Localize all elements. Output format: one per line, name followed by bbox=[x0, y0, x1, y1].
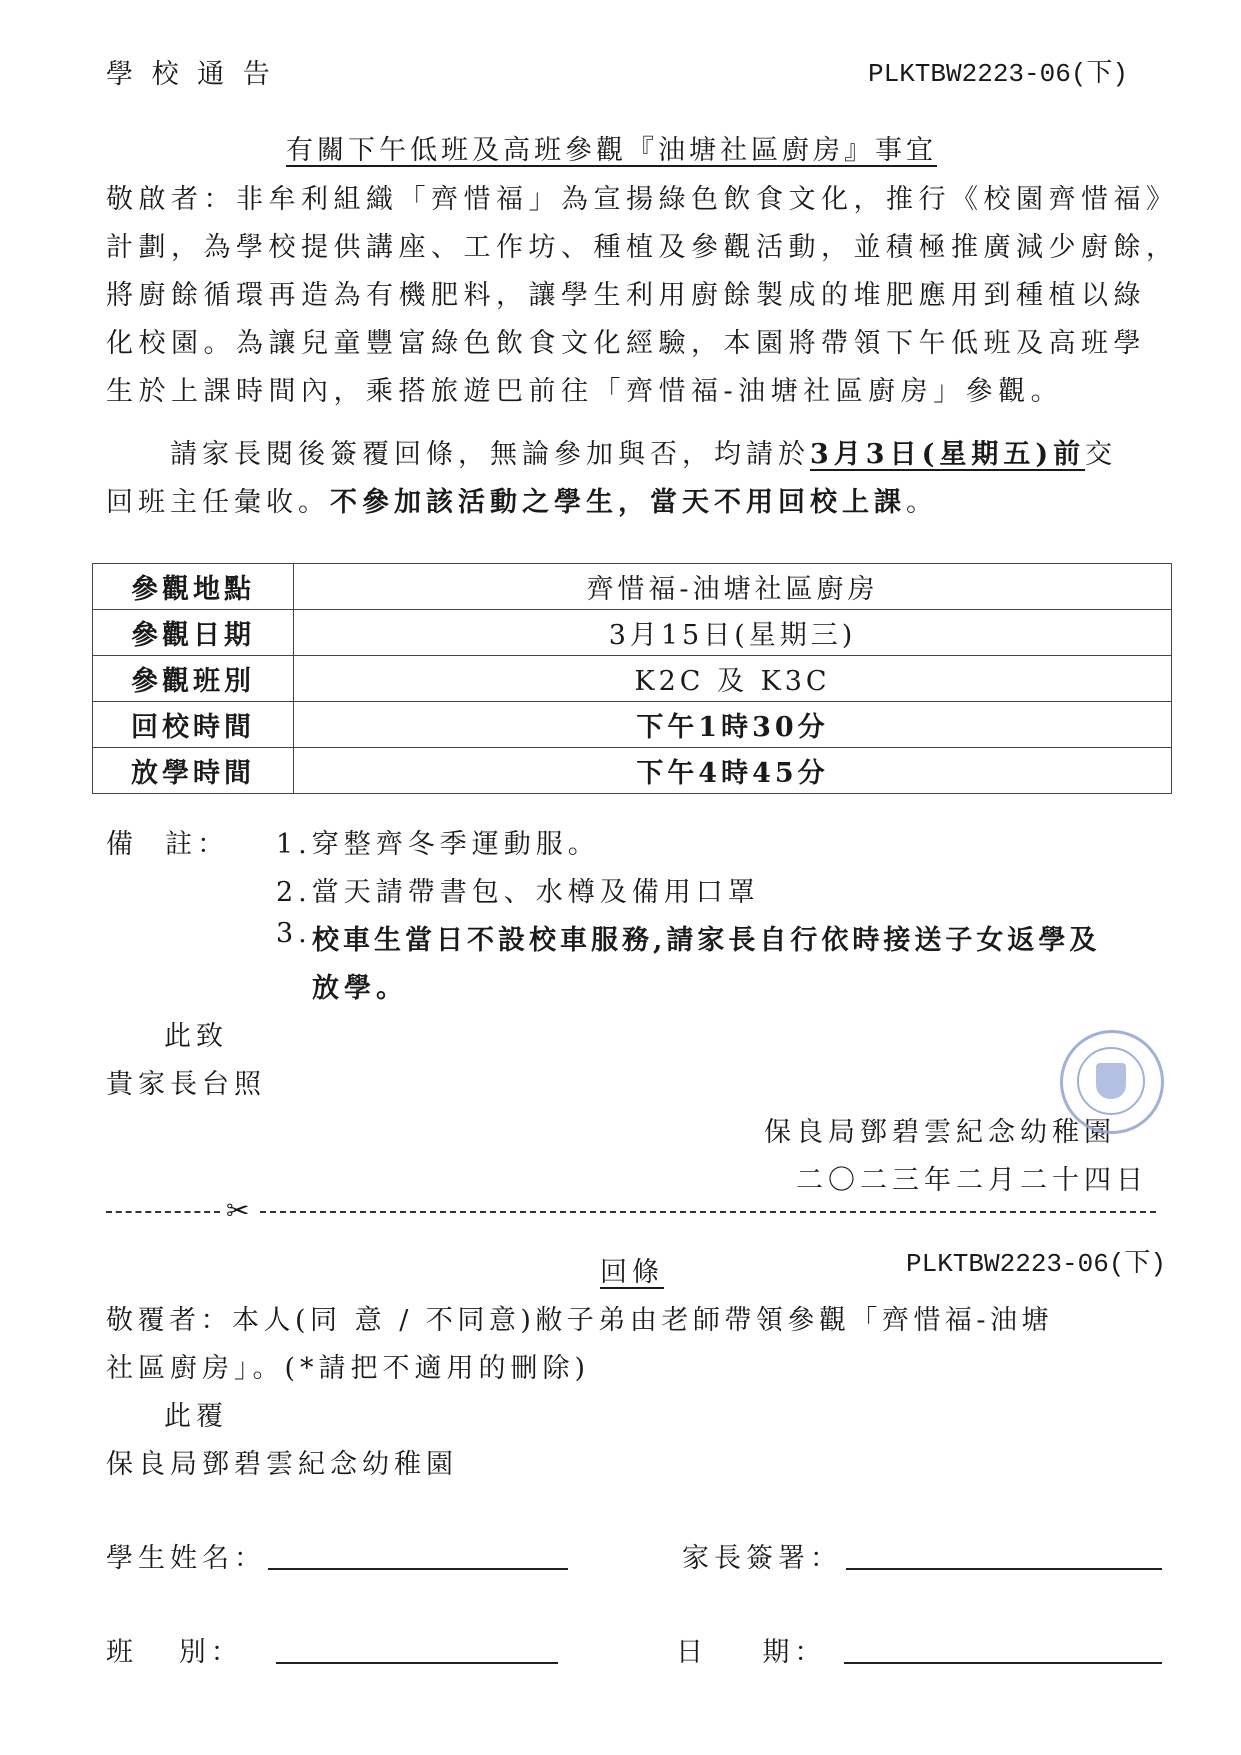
class-field[interactable] bbox=[276, 1662, 558, 1664]
reply-deadline: 3月3日(星期五)前 bbox=[810, 439, 1086, 470]
reply-consent-line-2: 社區廚房」。(*請把不適用的刪除) bbox=[106, 1353, 591, 1384]
intro-paragraph bbox=[106, 176, 1179, 416]
row-value: K2C 及 K3C bbox=[294, 656, 1172, 702]
note-item: 2.當天請帶書包、水樽及備用口罩 bbox=[276, 877, 760, 908]
row-label: 參觀日期 bbox=[93, 610, 294, 656]
row-value: 齊惜福-油塘社區廚房 bbox=[294, 564, 1172, 610]
closing-date: 二〇二三年二月二十四日 bbox=[796, 1165, 1148, 1196]
note-item: 1.穿整齊冬季運動服。 bbox=[276, 829, 600, 860]
student-name-label: 學生姓名： bbox=[106, 1543, 266, 1574]
note-item-3-cont: 放學。 bbox=[312, 973, 408, 1004]
notes-label: 備 註： bbox=[106, 829, 230, 860]
closing-recipient: 貴家長台照 bbox=[106, 1069, 266, 1100]
closing-greeting: 此致 bbox=[164, 1021, 228, 1052]
school-seal bbox=[1060, 1030, 1164, 1134]
reply-school: 保良局鄧碧雲紀念幼稚園 bbox=[106, 1449, 458, 1480]
intro-line: 化校園。為讓兒童豐富綠色飲食文化經驗，本園將帶領下午低班及高班學 bbox=[106, 328, 1146, 359]
dashed-line bbox=[260, 1211, 1156, 1213]
parent-signature-field[interactable] bbox=[846, 1568, 1162, 1570]
intro-line: 生於上課時間內，乘搭旅遊巴前往「齊惜福-油塘社區廚房」參觀。 bbox=[106, 376, 1064, 407]
row-label: 回校時間 bbox=[93, 702, 294, 748]
parent-signature-label: 家長簽署： bbox=[682, 1543, 842, 1574]
scissors-icon: ✂ bbox=[226, 1194, 250, 1227]
intro-line: 敬啟者：非牟利組織「齊惜福」為宣揚綠色飲食文化，推行《校園齊惜福》 bbox=[106, 184, 1179, 215]
seal-crest-icon bbox=[1096, 1063, 1126, 1099]
note-item-3-number: 3. bbox=[276, 918, 312, 949]
table-row bbox=[93, 564, 1172, 610]
reply-greeting: 此覆 bbox=[164, 1401, 228, 1432]
note-item-3: 校車生當日不設校車服務,請家長自行依時接送子女返學及 bbox=[312, 925, 1101, 956]
request-text-end: 交 bbox=[1085, 439, 1118, 470]
reply-code: PLKTBW2223-06(下) bbox=[906, 1249, 1167, 1279]
request-period: 。 bbox=[906, 487, 938, 518]
row-value: 下午4時45分 bbox=[294, 748, 1172, 794]
absence-notice: 不參加該活動之學生，當天不用回校上課 bbox=[330, 487, 906, 518]
visit-info-table bbox=[92, 563, 1172, 794]
student-name-field[interactable] bbox=[268, 1568, 568, 1570]
table-row bbox=[93, 702, 1172, 748]
table-row bbox=[93, 656, 1172, 702]
notice-type: 學 校 通 告 bbox=[106, 59, 275, 90]
request-line-1 bbox=[170, 432, 1117, 471]
table-row bbox=[93, 610, 1172, 656]
row-value: 3月15日(星期三) bbox=[294, 610, 1172, 656]
dashed-line bbox=[106, 1211, 220, 1213]
class-label: 班 別： bbox=[106, 1637, 243, 1668]
intro-line: 將廚餘循環再造為有機肥料，讓學生利用廚餘製成的堆肥應用到種植以綠 bbox=[106, 280, 1146, 311]
request-collect-text: 回班主任彙收。 bbox=[106, 487, 330, 518]
table-row bbox=[93, 748, 1172, 794]
row-value: 下午1時30分 bbox=[294, 702, 1172, 748]
cut-line bbox=[106, 1194, 1156, 1227]
closing-school: 保良局鄧碧雲紀念幼稚園 bbox=[764, 1117, 1116, 1148]
reply-consent-line: 敬覆者：本人(同 意 / 不同意)敝子弟由老師帶領參觀「齊惜福-油塘 bbox=[106, 1305, 1054, 1336]
row-label: 放學時間 bbox=[93, 748, 294, 794]
intro-line: 計劃，為學校提供講座、工作坊、種植及參觀活動，並積極推廣減少廚餘， bbox=[106, 232, 1179, 263]
date-field[interactable] bbox=[844, 1662, 1162, 1664]
request-text: 請家長閱後簽覆回條，無論參加與否，均請於 bbox=[170, 439, 810, 470]
date-label: 日 期： bbox=[676, 1637, 827, 1668]
notice-code: PLKTBW2223-06(下) bbox=[868, 59, 1129, 89]
row-label: 參觀班別 bbox=[93, 656, 294, 702]
notice-title: 有關下午低班及高班參觀『油塘社區廚房』事宜 bbox=[286, 135, 937, 166]
row-label: 參觀地點 bbox=[93, 564, 294, 610]
request-line-2 bbox=[106, 480, 938, 519]
reply-title: 回條 bbox=[600, 1257, 664, 1288]
